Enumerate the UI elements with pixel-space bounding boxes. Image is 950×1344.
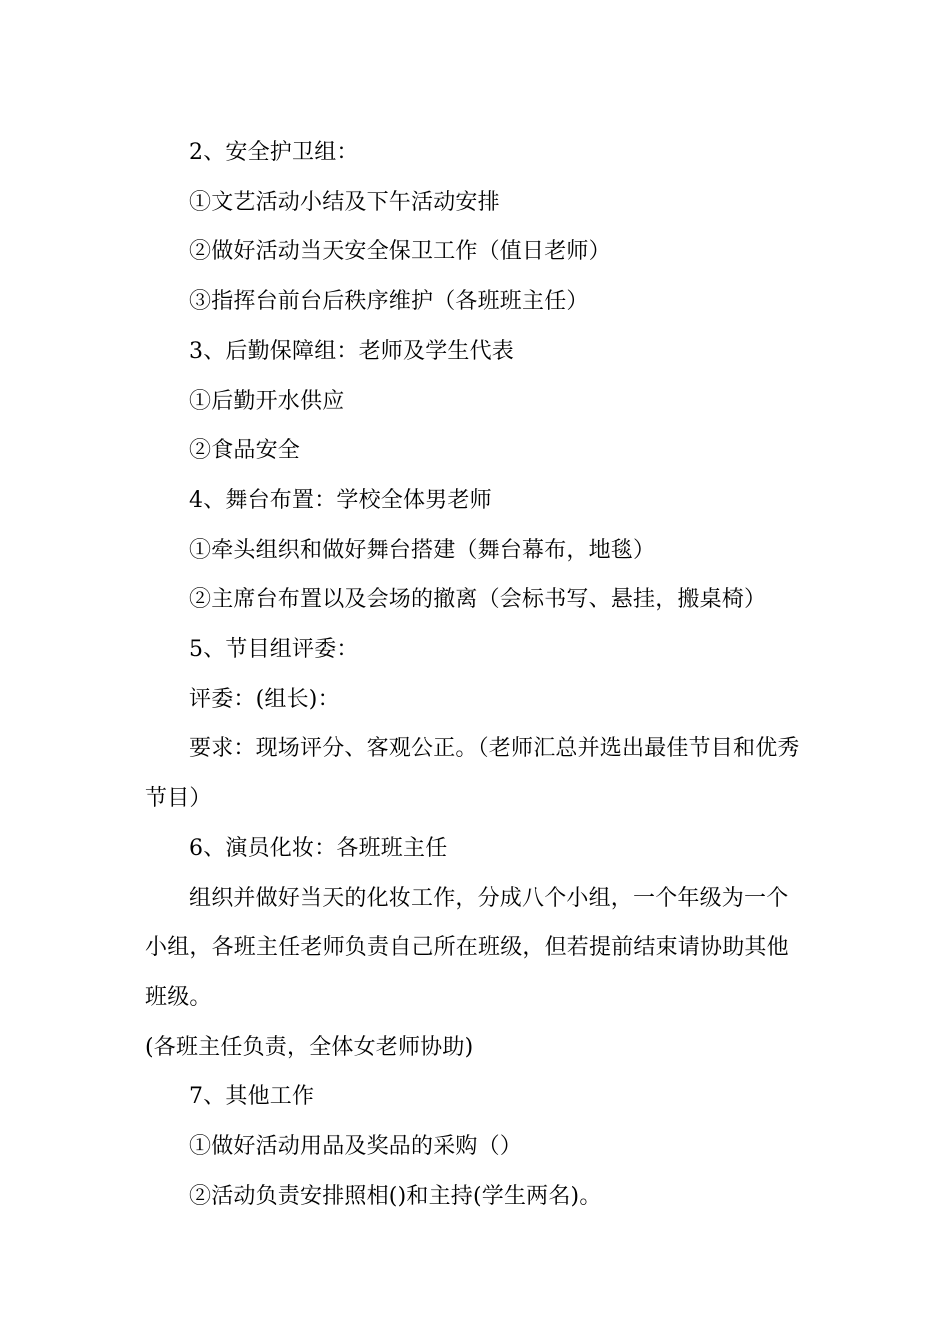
section-heading-judges: 5、节目组评委： (189, 637, 359, 663)
section-heading-security: 2、安全护卫组： (189, 140, 359, 165)
list-item: ③指挥台前台后秩序维护（各班班主任） (189, 289, 589, 315)
body-paragraph: 要求：现场评分、客观公正。（老师汇总并选出最佳节目和优秀节目） (145, 736, 800, 812)
body-paragraph: 组织并做好当天的化妆工作，分成八个小组，一个年级为一个小组，各班主任老师负责自己所在班级，但若提前结束请协助其他班级。 (145, 885, 789, 1010)
list-item: ①后勤开水供应 (189, 388, 345, 414)
body-paragraph: 评委：(组长)： (189, 686, 340, 712)
section-heading-other: 7、其他工作 (189, 1084, 315, 1110)
list-item: ①文艺活动小结及下午活动安排 (189, 189, 500, 215)
section-heading-makeup: 6、演员化妆：各班班主任 (189, 835, 448, 861)
list-item: ①牵头组织和做好舞台搭建（舞台幕布，地毯） (189, 537, 656, 563)
section-heading-logistics: 3、后勤保障组：老师及学生代表 (189, 338, 514, 364)
section-heading-stage: 4、舞台布置：学校全体男老师 (189, 487, 492, 513)
list-item: ②做好活动当天安全保卫工作（值日老师） (189, 239, 611, 265)
body-paragraph: (各班主任负责，全体女老师协助) (145, 1034, 474, 1060)
list-item: ②活动负责安排照相()和主持(学生两名)。 (189, 1183, 602, 1209)
list-item: ②食品安全 (189, 438, 301, 464)
document-body (145, 128, 810, 1221)
list-item: ①做好活动用品及奖品的采购（） (189, 1134, 523, 1160)
list-item: ②主席台布置以及会场的撤离（会标书写、悬挂，搬桌椅） (189, 587, 767, 613)
